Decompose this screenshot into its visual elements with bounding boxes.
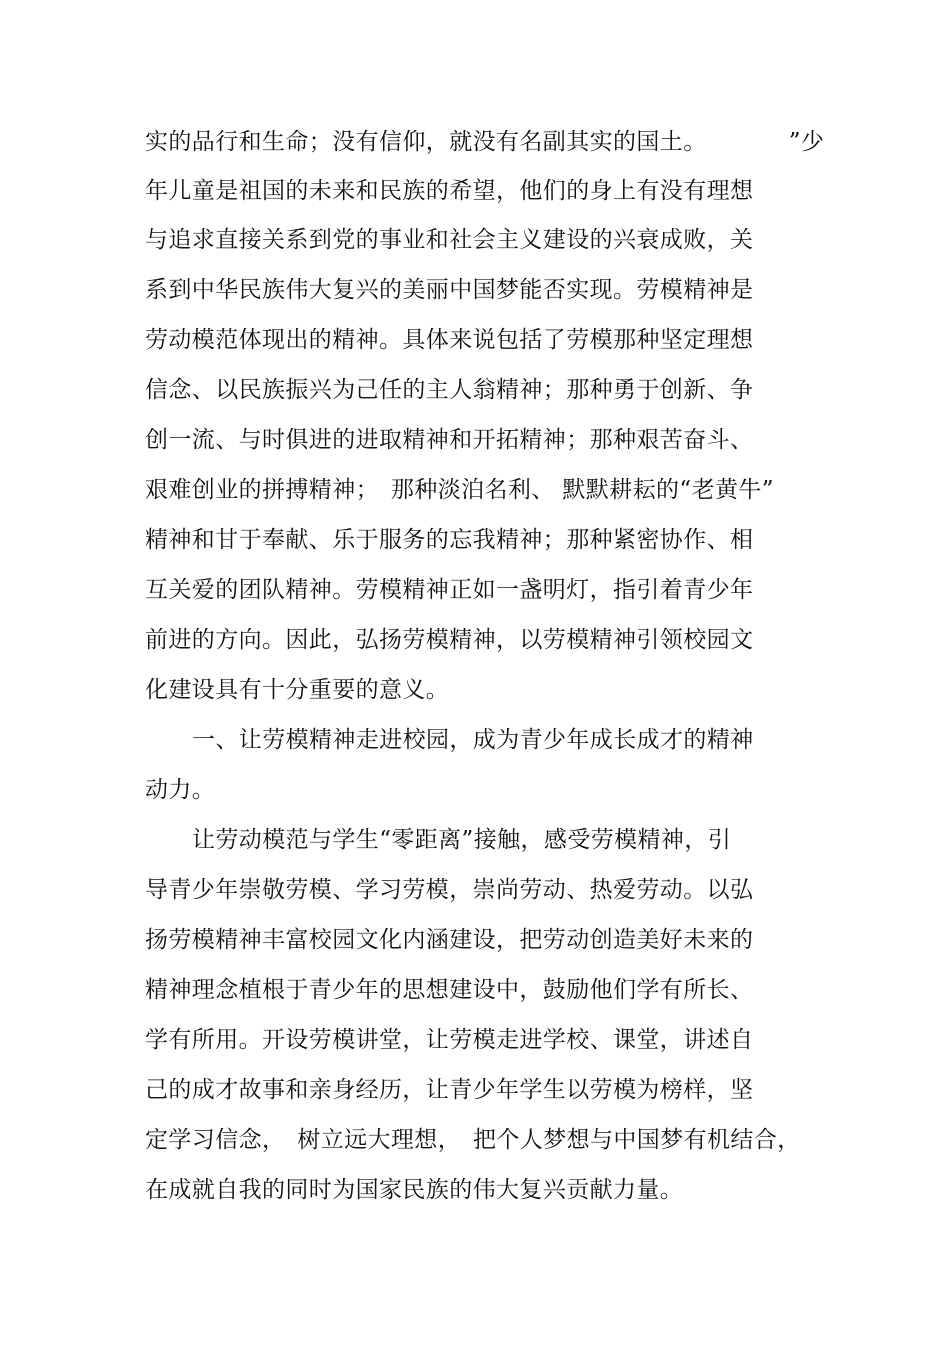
text-line: 系到中华民族伟大复兴的美丽中国梦能否实现。劳模精神是 (145, 277, 754, 303)
text-line: 实的品行和生命；没有信仰，就没有名副其实的国土。 ”少 (145, 129, 825, 155)
text-line: 年儿童是祖国的未来和民族的希望，他们的身上有没有理想 (145, 178, 754, 204)
text-line: 互关爱的团队精神。劳模精神正如一盏明灯，指引着青少年 (145, 577, 754, 603)
text-line: 艰难创业的拼搏精神； 那种淡泊名利、 默默耕耘的“老黄牛” (145, 477, 774, 503)
section-heading: 一、让劳模精神走进校园，成为青少年成长成才的精神 (192, 727, 754, 753)
text-line: 化建设具有十分重要的意义。 (145, 677, 450, 703)
text-line: 在成就自我的同时为国家民族的伟大复兴贡献力量。 (145, 1177, 684, 1203)
text-line: 信念、以民族振兴为己任的主人翁精神；那种勇于创新、争 (145, 377, 754, 403)
text-line: 劳动模范体现出的精神。具体来说包括了劳模那种坚定理想 (145, 327, 754, 353)
text-line: 己的成才故事和亲身经历，让青少年学生以劳模为榜样，坚 (145, 1077, 754, 1103)
text-line: 前进的方向。因此，弘扬劳模精神，以劳模精神引领校园文 (145, 627, 754, 653)
text-line: 与追求直接关系到党的事业和社会主义建设的兴衰成败，关 (145, 227, 754, 253)
text-line: 导青少年崇敬劳模、学习劳模，崇尚劳动、热爱劳动。以弘 (145, 877, 754, 903)
text-line: 学有所用。开设劳模讲堂，让劳模走进学校、课堂，讲述自 (145, 1027, 754, 1053)
text-line: 精神理念植根于青少年的思想建设中，鼓励他们学有所长、 (145, 977, 754, 1003)
text-line: 扬劳模精神丰富校园文化内涵建设，把劳动创造美好未来的 (145, 927, 754, 953)
text-line: 定学习信念， 树立远大理想， 把个人梦想与中国梦有机结合， (145, 1127, 801, 1153)
text-line: 动力。 (145, 777, 216, 803)
text-line: 精神和甘于奉献、乐于服务的忘我精神；那种紧密协作、相 (145, 527, 754, 553)
paragraph-start: 让劳动模范与学生“零距离”接触，感受劳模精神，引 (192, 827, 732, 853)
text-line: 创一流、与时俱进的进取精神和开拓精神；那种艰苦奋斗、 (145, 427, 754, 453)
